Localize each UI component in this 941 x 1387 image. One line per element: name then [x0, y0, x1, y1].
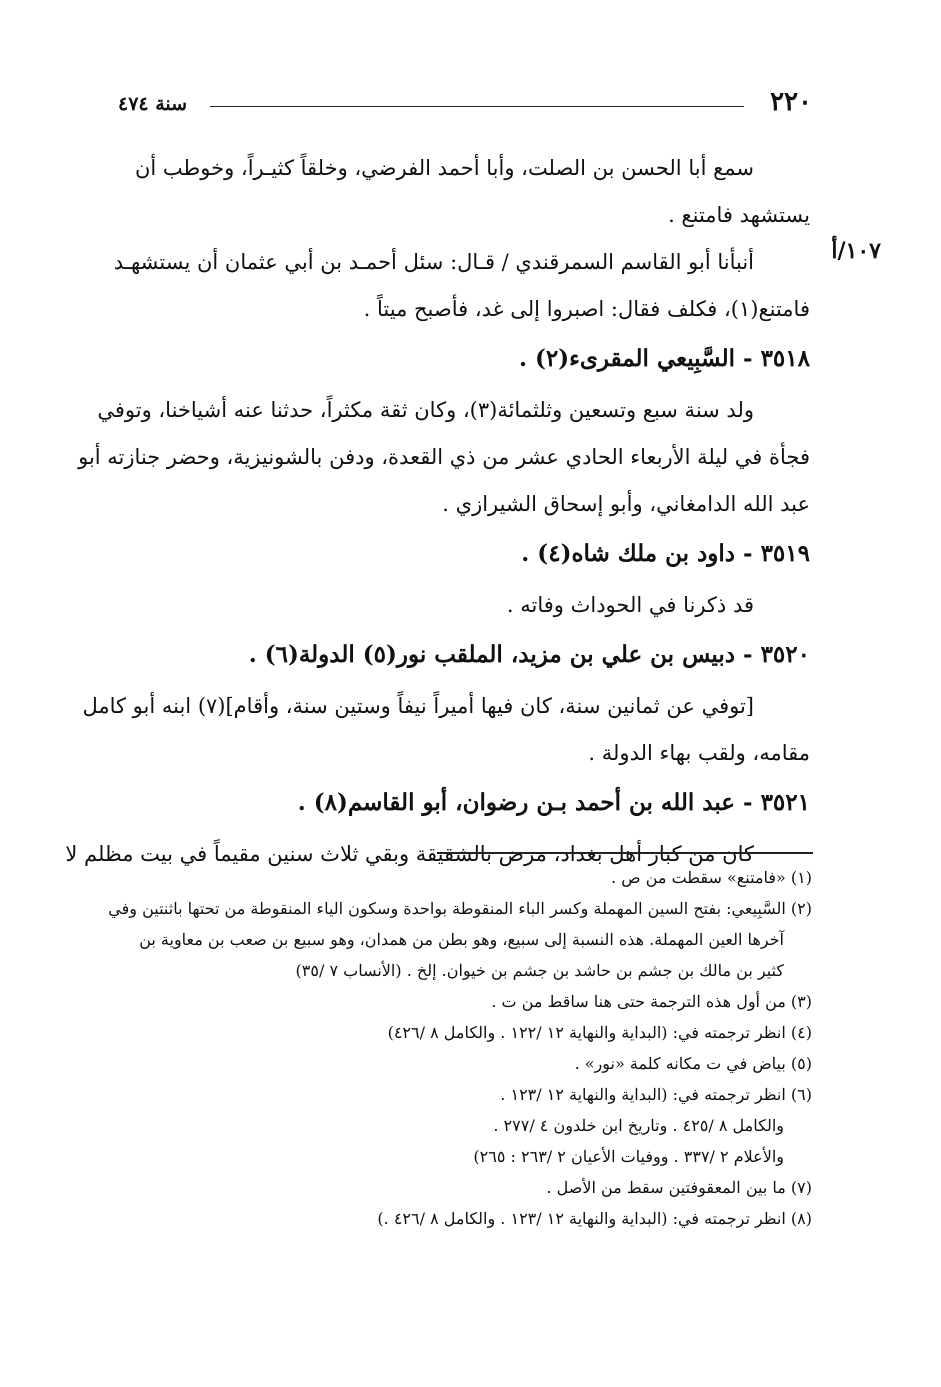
running-head: سنة ٤٧٤ — [118, 93, 188, 115]
text-line: أنبأنا أبو القاسم السمرقندي / قـال: سئل أحمـد بن أبي عثمان أن يستشهـد — [113, 250, 754, 274]
text-line: ولد سنة سبع وتسعين وثلثمائة(٣)، وكان ثقة مكثراً، حدثنا عنه أشياخنا، وتوفي — [97, 398, 754, 422]
footnote-8: (٨) انظر ترجمته في: (البداية والنهاية ١٢ /١٢٣ . والكامل ٨ /٤٢٦ .) — [377, 1209, 812, 1228]
footnote-2-continued: آخرها العين المهملة. هذه النسبة إلى سبيع، وهو بطن من همدان، وهو سبيع بن صعب بن معاوية بن — [139, 930, 784, 949]
footnote-6-continued: والكامل ٨ /٤٢٥ . وتاريخ ابن خلدون ٤ /٢٧٧ . — [493, 1116, 784, 1135]
text-line: يستشهد فامتنع . — [668, 203, 810, 227]
footnote-7: (٧) ما بين المعقوفتين سقط من الأصل . — [546, 1178, 812, 1197]
margin-folio-reference: ١٠٧/أ — [831, 238, 881, 264]
footnote-2: (٢) السَّبِيعي: بفتح السين المهملة وكسر الباء المنقوطة بواحدة وسكون الياء المنقوطة من تحتها باثنتين وفي — [108, 899, 812, 918]
text-line: مقامه، ولقب بهاء الدولة . — [588, 741, 810, 765]
entry-heading-3519: ٣٥١٩ - داود بن ملك شاه(٤) . — [521, 540, 810, 567]
entry-heading-3520: ٣٥٢٠ - دبيس بن علي بن مزيد، الملقب نور(٥) الدولة(٦) . — [248, 641, 810, 668]
footnote-1: (١) «فامتنع» سقطت من ص . — [611, 868, 812, 887]
header-rule — [210, 106, 744, 107]
page-number: ٢٢٠ — [770, 87, 812, 117]
footnote-5: (٥) بياض في ت مكانه كلمة «نور» . — [574, 1054, 812, 1073]
footnote-6: (٦) انظر ترجمته في: (البداية والنهاية ١٢ /١٢٣ . — [500, 1085, 812, 1104]
entry-heading-3518: ٣٥١٨ - السَّبِيعي المقرىء(٢) . — [518, 345, 810, 372]
main-text — [58, 145, 810, 878]
footnote-2-continued: كثير بن مالك بن جشم بن حاشد بن جشم بن خيوان. إلخ . (الأنساب ٧ /٣٥) — [295, 961, 784, 980]
text-line: فجأة في ليلة الأربعاء الحادي عشر من ذي القعدة، ودفن بالشونيزية، وحضر جنازته أبو — [78, 445, 810, 469]
text-line: [توفي عن ثمانين سنة، كان فيها أميراً نيفاً وستين سنة، وأقام](٧) ابنه أبو كامل — [82, 694, 754, 718]
page-header — [118, 86, 812, 122]
text-line: قد ذكرنا في الحوداث وفاته . — [506, 593, 754, 617]
footnote-6-continued: والأعلام ٢ /٣٣٧ . ووفيات الأعيان ٢ /٢٦٣ : ٢٦٥) — [473, 1147, 784, 1166]
footnote-3: (٣) من أول هذه الترجمة حتى هنا ساقط من ت . — [491, 992, 812, 1011]
footnote-rule — [437, 852, 813, 854]
footnotes — [62, 862, 812, 1234]
text-line: كان من كبار أهل بغداد، مرض بالشقيقة وبقي ثلاث سنين مقيماً في بيت مظلم لا — [65, 842, 754, 866]
text-line: عبد الله الدامغاني، وأبو إسحاق الشيرازي . — [442, 492, 810, 516]
text-line: فامتنع(١)، فكلف فقال: اصبروا إلى غد، فأصبح ميتاً . — [363, 297, 810, 321]
text-line: سمع أبا الحسن بن الصلت، وأبا أحمد الفرضي، وخلقاً كثيـراً، وخوطب أن — [135, 156, 754, 180]
footnote-4: (٤) انظر ترجمته في: (البداية والنهاية ١٢ /١٢٢ . والكامل ٨ /٤٢٦) — [387, 1023, 812, 1042]
entry-heading-3521: ٣٥٢١ - عبد الله بن أحمد بـن رضوان، أبو القاسم(٨) . — [297, 789, 810, 816]
